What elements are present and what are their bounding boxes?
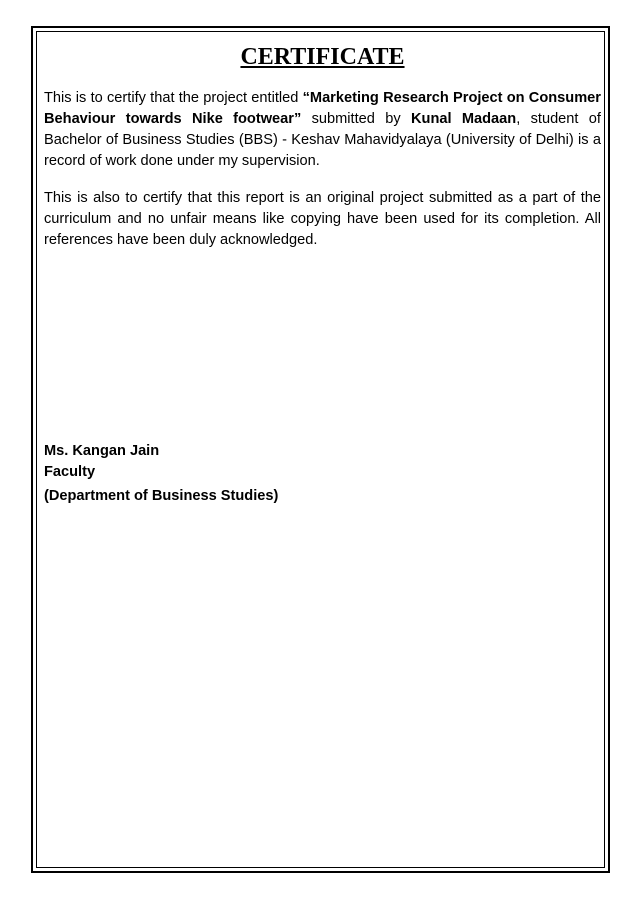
certificate-title: CERTIFICATE: [240, 44, 405, 70]
student-name: Kunal Madaan: [410, 111, 517, 127]
signature-block: [44, 441, 278, 507]
signatory-department: (Department of Business Studies): [44, 488, 279, 504]
signatory-name: Ms. Kangan Jain: [44, 443, 160, 459]
project-title: “Marketing Research Project on Consumer Behaviour towards Nike footwear”: [44, 90, 601, 127]
para1-text-2: submitted by: [301, 111, 411, 127]
originality-paragraph: This is also to certify that this report is an original project submitted as a part of the curriculum and no unfair means like copying have been used for its completion. All references have been duly acknowledged.: [44, 190, 601, 248]
para1-text-1: This is to certify that the project entitled: [44, 90, 303, 106]
para1-text-3: , student of Bachelor of Business Studies (BBS) - Keshav Mahavidyalaya (University of Delhi) is a record of work done under my supervision.: [44, 111, 601, 169]
signatory-designation: Faculty: [44, 464, 96, 480]
certificate-body: [44, 36, 601, 251]
certification-paragraph: [44, 88, 601, 172]
